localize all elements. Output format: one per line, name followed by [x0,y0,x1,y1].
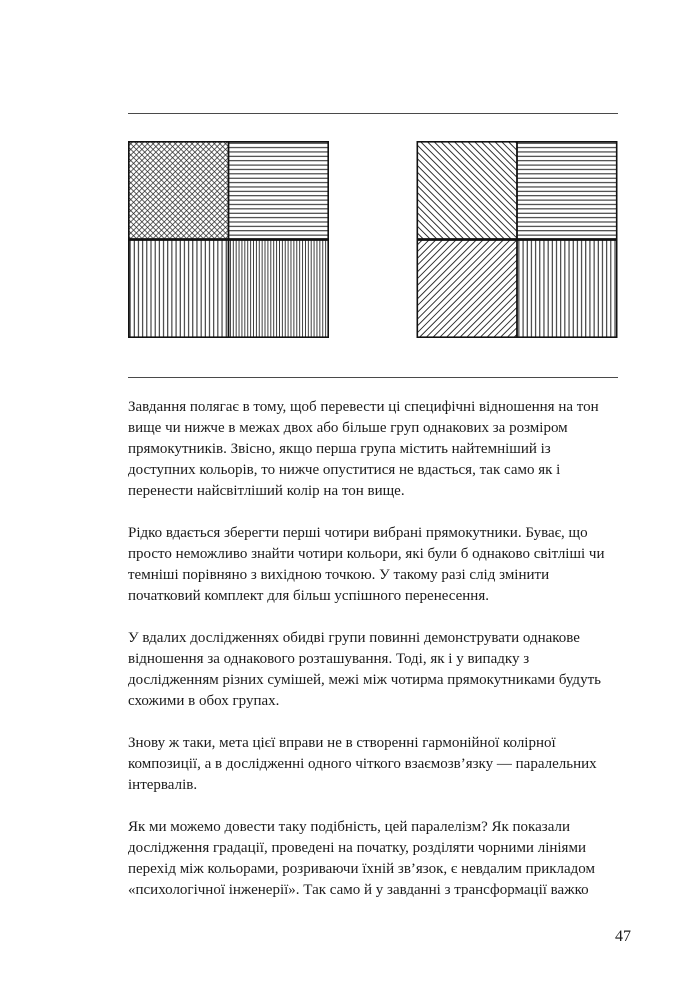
paragraph-2: Рідко вдається зберегти перші чотири вибрані прямокутники. Буває, що просто неможливо знайти чотири кольори, які були б однаково світліші чи темніші порівняно з вихідною точкою. У такому разі слід змінити початковий комплект для більш успішного перенесення. [128,525,605,604]
figure-right-quadrant-top-left [417,141,517,240]
paragraph-3: У вдалих дослідженнях обидві групи повинні демонструвати однакове відношення за однакового розташування. Тоді, як і у випадку з дослідженням різних сумішей, межі між чотирма прямокутниками будуть схожими в обох групах. [128,630,601,709]
page-number: 47 [615,928,631,945]
body-text [128,397,620,901]
figure-left-quadrant-top-left [128,141,228,240]
figure-left-svg [128,141,329,338]
figure-left-quadrant-bottom-left [128,240,228,339]
middle-rule [128,377,618,378]
figure-right [416,141,618,338]
paragraph-4: Знову ж таки, мета цієї вправи не в створенні гармонійної колірної композиції, а в дослідженні одного чіткого взаємозв’язку — паралельних інтервалів. [128,735,597,793]
figure-right-quadrant-bottom-right [517,240,617,339]
figure-right-quadrant-top-right [517,141,617,240]
figure-right-quadrant-bottom-left [417,240,517,339]
top-rule [128,113,618,114]
figures-row [128,141,618,338]
figure-left-quadrant-top-right [229,141,329,240]
paragraph-5: Як ми можемо довести таку подібність, цей паралелізм? Як показали дослідження градації, проведені на початку, розділяти чорними лініями перехід між кольорами, розриваючи їхній зв’язок, є невдалим прикладом «психологічної інженерії». Так само й у завданні з трансформації важко [128,819,595,898]
figure-left-quadrant-bottom-right [229,240,329,339]
figure-left [128,141,329,338]
paragraph-1: Завдання полягає в тому, щоб перевести ці специфічні відношення на тон вище чи нижче в межах двох або більше груп однакових за розміром прямокутників. Звісно, якщо перша група містить найтемніший із доступних кольорів, то нижче опуститися не вдасться, так само як і перенести найсвітліший колір на тон вище. [128,399,599,499]
figure-right-svg [416,141,618,338]
